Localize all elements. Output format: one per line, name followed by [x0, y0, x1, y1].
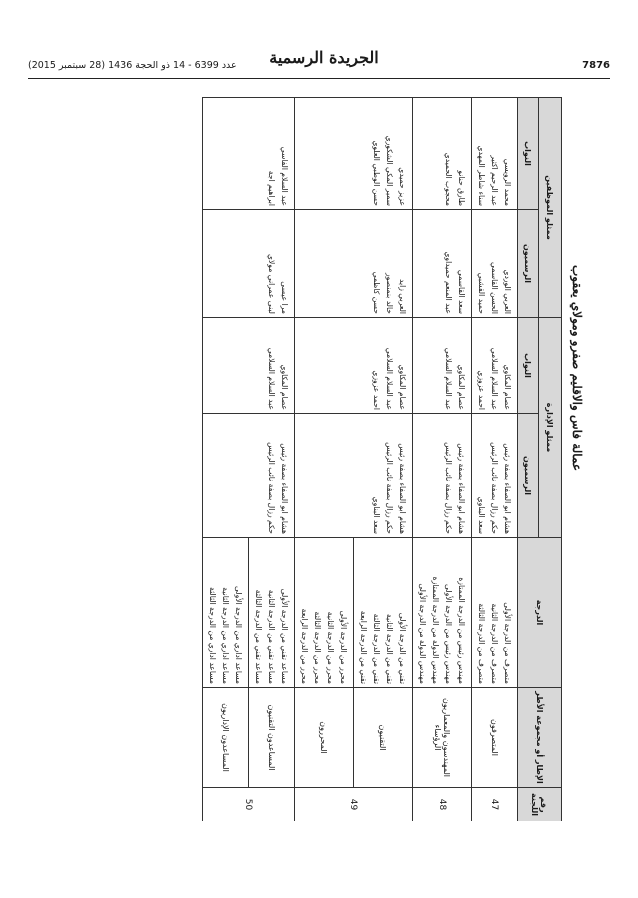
- member-name: عبد المنعم حميداوي: [444, 251, 453, 314]
- page-header: [28, 44, 610, 80]
- committee-index: 49: [295, 788, 413, 822]
- rank-list: [472, 538, 518, 688]
- rank-item: متصرف من الدرجة الأولى: [503, 602, 512, 684]
- admin-titular-cell: [203, 414, 295, 538]
- rank-item: مساعد اداري من الدرجة الثانية: [221, 587, 230, 684]
- rank-item: محرر من الدرجة الأولى: [339, 610, 348, 684]
- rank-item: مساعد تقني من الدرجة الثالثة: [254, 589, 263, 684]
- gazette-title: الجريدة الرسمية: [269, 48, 379, 67]
- member-name: عبد السلام السلامي: [385, 347, 394, 410]
- member-name: سعد البناوي: [372, 496, 381, 534]
- member-name: عبد السلام الفاسي: [280, 146, 289, 206]
- member-name: حكم رزال بصفة نائب الرئيس: [267, 442, 276, 534]
- rank-item: محرر من الدرجة الثانية: [326, 611, 335, 684]
- member-name: سعد البناوي: [477, 496, 486, 534]
- member-name: عبد السلام السلامي: [444, 347, 453, 410]
- member-name: احمد عزوزي: [477, 370, 486, 410]
- member-name: هشام ابو الصفاء بصفة رئيس: [457, 443, 466, 534]
- member-name: ابراهيم اجة: [267, 170, 276, 206]
- rank-item: مهندس الدولة من الدرجة الممتازة: [431, 576, 440, 684]
- staff-substitute-cell: [472, 98, 518, 210]
- table-row: [354, 98, 413, 822]
- col-grade-header: الإطار أو مجموعة الأطر: [518, 688, 562, 788]
- caption-text: عمالة فاس والاقليم صفرو ومولاي يعقوب: [570, 264, 584, 472]
- staff-titular-cell: [413, 210, 472, 318]
- admin-substitute-cell: [413, 318, 472, 414]
- rank-item: مهندس رئيس من الدرجة الأولى: [444, 584, 453, 684]
- rank-item: مساعد اداري من الدرجة الثالثة: [208, 587, 217, 684]
- member-name: هشام ابو الصفاء بصفة رئيس: [280, 443, 289, 534]
- admin-titular-cell: [413, 414, 472, 538]
- rank-item: مهندس رئيس من الدرجة الممتازة: [457, 577, 466, 684]
- member-name: طارق حنانو: [457, 170, 466, 206]
- member-name: سناء شاطر المهدي: [477, 145, 486, 206]
- member-name: خالد بنمنصور: [385, 273, 394, 314]
- header-rule: [28, 78, 610, 79]
- member-name: هشام ابو الصفاء بصفة رئيس: [503, 443, 512, 534]
- table-body: [203, 98, 518, 822]
- staff-titular-cell: [472, 210, 518, 318]
- member-name: احمد عزوزي: [372, 370, 381, 410]
- rank-list: [295, 538, 354, 688]
- rank-item: مساعد تقني من الدرجة الأولى: [280, 588, 289, 684]
- table-row: [249, 98, 295, 822]
- member-name: محمد الرويسي: [503, 158, 512, 206]
- rank-item: تقني من الدرجة الثانية: [385, 613, 394, 684]
- member-name: مرا عيسى: [280, 281, 289, 314]
- staff-substitute-cell: [295, 98, 413, 210]
- grade-cell: المساعدون الإداريون: [203, 688, 249, 788]
- table-row: [472, 98, 518, 822]
- admin-group-header: ممثلو الإدارة: [539, 318, 562, 538]
- rank-item: مساعد تقني من الدرجة الثانية: [267, 589, 276, 684]
- rank-item: متصرف من الدرجة الثانية: [490, 603, 499, 684]
- committee-table: [202, 97, 562, 821]
- member-name: العربي الوردي: [503, 269, 512, 314]
- member-name: عبد السلام السلامي: [490, 347, 499, 410]
- member-name: العربي زايد: [398, 278, 407, 314]
- member-name: عصام المكاوي: [280, 364, 289, 410]
- rank-list: [249, 538, 295, 688]
- rank-item: محرر من الدرجة الرابعة: [300, 608, 309, 684]
- grade-cell: التقنيون: [354, 688, 413, 788]
- grade-cell: المساعدون التقنيون: [249, 688, 295, 788]
- col-admin-substitute-header: النواب: [518, 318, 539, 414]
- rank-list: [413, 538, 472, 688]
- rank-item: مهندس الدولة من الدرجة الأولى: [418, 583, 427, 684]
- rank-item: محرر من الدرجة الثالثة: [313, 611, 322, 684]
- rank-item: تقني من الدرجة الأولى: [398, 612, 407, 684]
- staff-titular-cell: [203, 210, 295, 318]
- member-name: حميد القشبي: [477, 272, 486, 314]
- committee-index: 50: [203, 788, 295, 822]
- col-staff-titular-header: الرسميون: [518, 210, 539, 318]
- member-name: عصام المكاوي: [457, 364, 466, 410]
- admin-titular-cell: [295, 414, 413, 538]
- member-name: عزيز حميدي: [398, 167, 407, 206]
- rank-list: [203, 538, 249, 688]
- member-name: سعد القاسمي: [457, 269, 466, 314]
- member-name: حسن الوطبي العلوي: [372, 140, 381, 206]
- grade-cell: المحررون: [295, 688, 354, 788]
- rank-item: تقني من الدرجة الرابعة: [359, 610, 368, 684]
- member-name: عصام المكاوي: [398, 364, 407, 410]
- member-name: عصام المكاوي: [503, 364, 512, 410]
- committee-table-frame: [62, 97, 562, 821]
- admin-substitute-cell: [203, 318, 295, 414]
- member-name: عبد الرحيم اكثير: [490, 155, 499, 206]
- member-name: حكم رزال بصفة نائب الرئيس: [444, 442, 453, 534]
- member-name: لبنى عمراني مولاي: [267, 254, 276, 314]
- rank-item: تقني من الدرجة الثالثة: [372, 613, 381, 684]
- member-name: حكم رزال بصفة نائب الرئيس: [490, 442, 499, 534]
- table-row: [413, 98, 472, 822]
- rank-item: مساعد اداري من الدرجة الأولى: [234, 586, 243, 684]
- grade-cell: المتصرفون: [472, 688, 518, 788]
- committee-index: 48: [413, 788, 472, 822]
- admin-substitute-cell: [295, 318, 413, 414]
- page-number: 7876: [582, 60, 610, 71]
- member-name: محجوب الحميدي: [444, 152, 453, 206]
- committee-index: 47: [472, 788, 518, 822]
- member-name: هشام ابو الصفاء بصفة رئيس: [398, 443, 407, 534]
- member-name: حسن كاظمي: [372, 271, 381, 314]
- member-name: الحسن القاسمي: [490, 262, 499, 314]
- col-rank-header: الدرجة: [518, 538, 562, 688]
- rank-item: متصرف من الدرجة الثالثة: [477, 603, 486, 684]
- admin-titular-cell: [472, 414, 518, 538]
- issue-line: عدد 6399 - 14 ذو الحجة 1436 (28 سبتمبر 2015): [28, 60, 237, 71]
- staff-substitute-cell: [413, 98, 472, 210]
- rank-list: [354, 538, 413, 688]
- col-index-header: رقم اللجنة: [518, 788, 562, 822]
- staff-group-header: ممثلو الموظفين: [539, 98, 562, 318]
- staff-substitute-cell: [203, 98, 295, 210]
- member-name: سمير المكي الشكوري: [385, 135, 394, 206]
- member-name: حكم رزال بصفة نائب الرئيس: [385, 442, 394, 534]
- col-staff-substitute-header: النواب: [518, 98, 539, 210]
- col-admin-titular-header: الرسميون: [518, 414, 539, 538]
- grade-cell: المهندسون والمعماريون الرؤساء: [413, 688, 472, 788]
- admin-substitute-cell: [472, 318, 518, 414]
- member-name: عبد السلام السلامي: [267, 347, 276, 410]
- staff-titular-cell: [295, 210, 413, 318]
